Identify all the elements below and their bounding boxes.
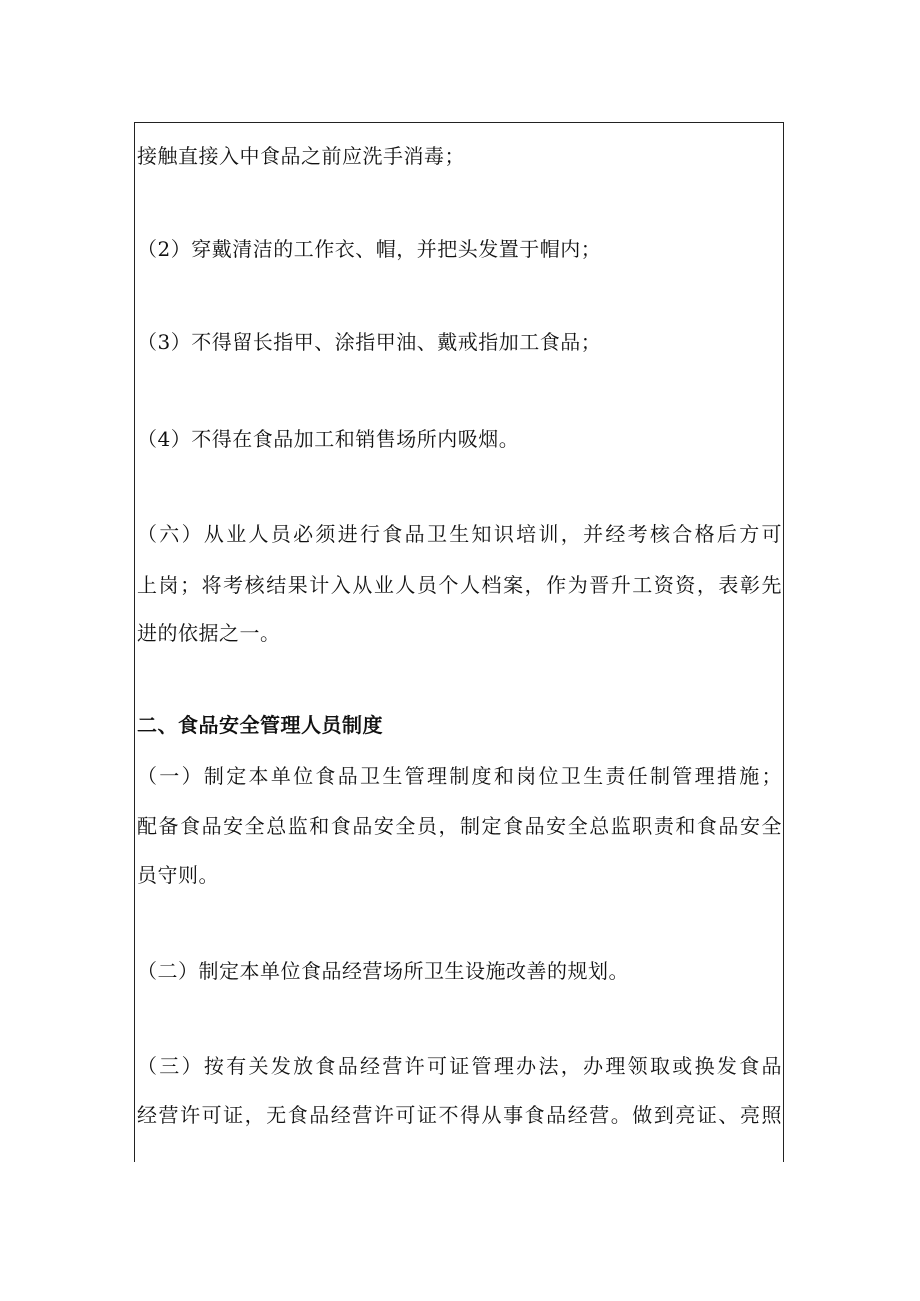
text-line-2: （2）穿戴清洁的工作衣、帽，并把头发置于帽内； xyxy=(137,237,602,261)
text-line-1: 接触直接入中食品之前应洗手消毒； xyxy=(137,144,465,168)
paragraph-6-line-2: 上岗；将考核结果计入从业人员个人档案，作为晋升工资资，表彰先 xyxy=(137,573,782,597)
paragraph-1-line-3: 员守则。 xyxy=(137,863,219,887)
paragraph-3-line-1: （三）按有关发放食品经营许可证管理办法，办理领取或换发食品 xyxy=(137,1054,782,1078)
paragraph-2-line-1: （二）制定本单位食品经营场所卫生设施改善的规划。 xyxy=(137,959,629,983)
section-heading: 二、食品安全管理人员制度 xyxy=(137,713,383,737)
text-line-3: （3）不得留长指甲、涂指甲油、戴戒指加工食品； xyxy=(137,330,602,354)
paragraph-1-line-2: 配备食品安全总监和食品安全员，制定食品安全总监职责和食品安全 xyxy=(137,814,782,838)
paragraph-6-line-1: （六）从业人员必须进行食品卫生知识培训，并经考核合格后方可 xyxy=(137,522,782,546)
paragraph-6-line-3: 进的依据之一。 xyxy=(137,621,281,645)
paragraph-1-line-1: （一）制定本单位食品卫生管理制度和岗位卫生责任制管理措施； xyxy=(137,764,782,788)
text-line-4: （4）不得在食品加工和销售场所内吸烟。 xyxy=(137,427,520,451)
paragraph-3-line-2: 经营许可证，无食品经营许可证不得从事食品经营。做到亮证、亮照 xyxy=(137,1103,782,1127)
